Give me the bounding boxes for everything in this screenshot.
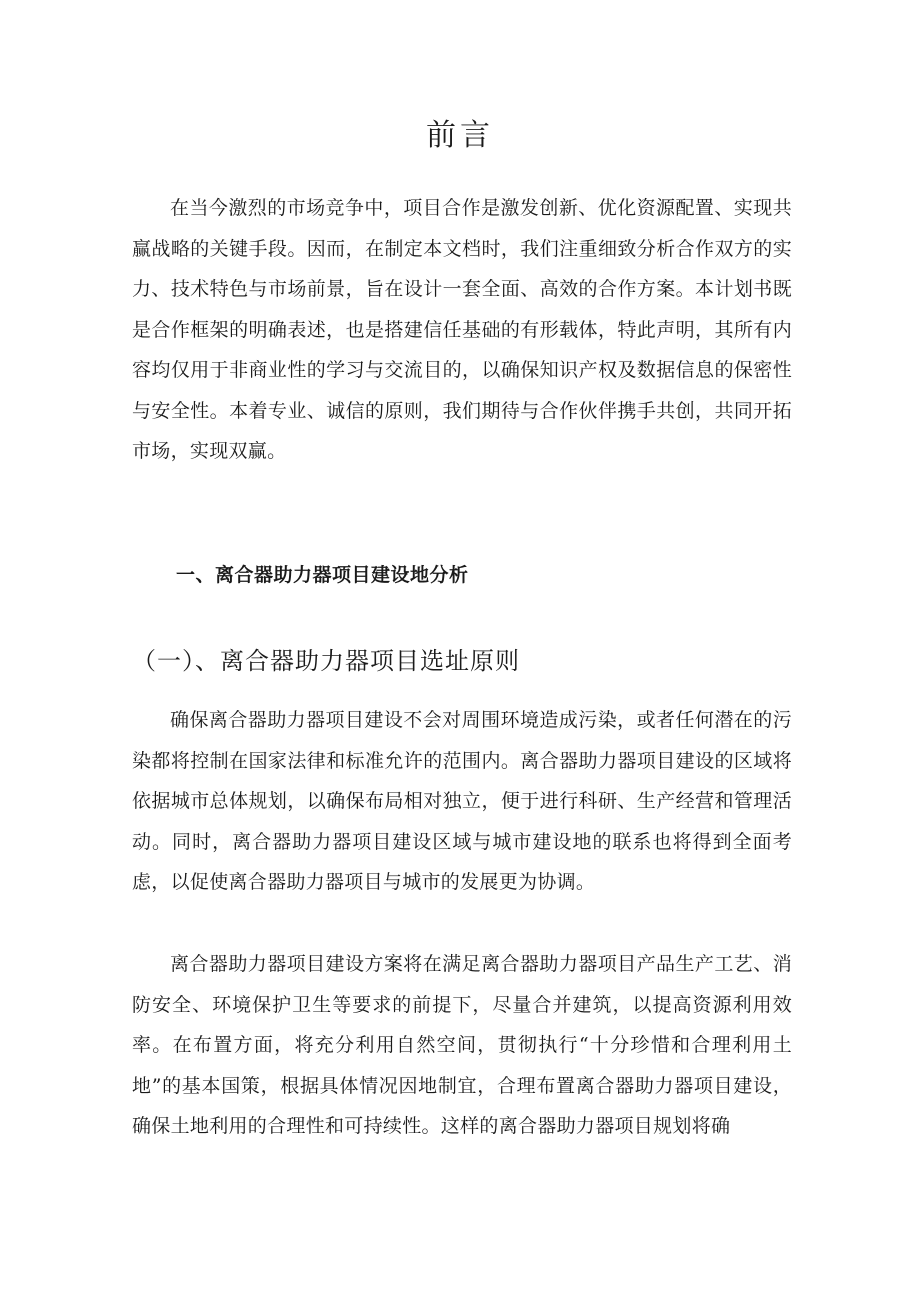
page-title: 前言	[426, 118, 494, 153]
intro-paragraph: 在当今激烈的市场竞争中，项目合作是激发创新、优化资源配置、实现共赢战略的关键手段。因而，在制定本文档时，我们注重细致分析合作双方的实力、技术特色与市场前景，旨在设计一套全面、高效的合作方案。本计划书既是合作框架的明确表述，也是搭建信任基础的有形载体，特此声明，其所有内容均仅用于非商业性的学习与交流目的，以确保知识产权及数据信息的保密性与安全性。本着专业、诚信的原则，我们期待与合作伙伴携手共创，共同开拓市场，实现双赢。	[132, 197, 792, 462]
body-paragraph: 离合器助力器项目建设方案将在满足离合器助力器项目产品生产工艺、消防安全、环境保护卫生等要求的前提下，尽量合并建筑，以提高资源利用效率。在布置方面，将充分利用自然空间，贯彻执行“十分珍惜和合理利用土地”的基本国策，根据具体情况因地制宜，合理布置离合器助力器项目建设，确保土地利用的合理性和可持续性。这样的离合器助力器项目规划将确	[132, 953, 792, 1137]
body-paragraph: 确保离合器助力器项目建设不会对周围环境造成污染，或者任何潜在的污染都将控制在国家法律和标准允许的范围内。离合器助力器项目建设的区域将依据城市总体规划，以确保布局相对独立，便于进行科研、生产经营和管理活动。同时，离合器助力器项目建设区域与城市建设地的联系也将得到全面考虑，以促使离合器助力器项目与城市的发展更为协调。	[132, 709, 792, 893]
section-heading: 一、离合器助力器项目建设地分析	[176, 564, 469, 586]
subsection-heading: （一）、离合器助力器项目选址原则	[132, 647, 520, 675]
